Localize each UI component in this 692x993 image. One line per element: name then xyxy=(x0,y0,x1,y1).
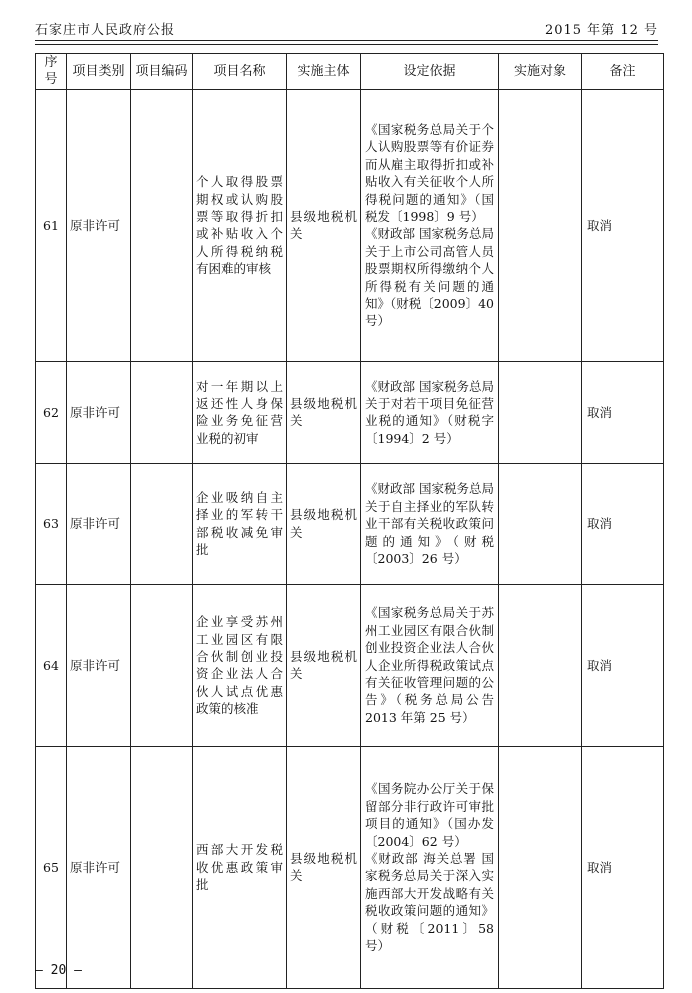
row-entity: 县级地税机关 xyxy=(287,89,361,361)
items-table xyxy=(35,53,664,989)
publication-title: 石家庄市人民政府公报 xyxy=(35,23,176,38)
basis-document: 《财政部 国家税务总局关于上市公司高管人员股票期权所得缴纳个人所得税有关问题的通知》（财税〔2009〕40 号） xyxy=(365,226,494,329)
row-basis xyxy=(361,463,499,584)
row-entity: 县级地税机关 xyxy=(287,746,361,988)
row-remark: 取消 xyxy=(582,463,664,584)
row-item-name: 个人取得股票期权或认购股票等取得折扣或补贴收入个人所得税纳税有困难的审核 xyxy=(193,89,287,361)
row-category: 原非许可 xyxy=(67,89,131,361)
row-basis xyxy=(361,89,499,361)
row-number: 65 xyxy=(36,746,67,988)
row-target xyxy=(499,89,582,361)
issue-number: 2015 年第 12 号 xyxy=(544,23,658,38)
table-row xyxy=(36,584,664,746)
row-remark: 取消 xyxy=(582,584,664,746)
col-header-no: 序号 xyxy=(36,54,67,90)
row-code xyxy=(131,361,193,463)
row-target xyxy=(499,361,582,463)
row-item-name: 企业吸纳自主择业的军转干部税收减免审批 xyxy=(193,463,287,584)
basis-document: 《国家税务总局关于个人认购股票等有价证券而从雇主取得折扣或补贴收入有关征收个人所得税问题的通知》（国税发〔1998〕9 号） xyxy=(365,121,494,224)
row-code xyxy=(131,463,193,584)
header-rule-thin xyxy=(35,44,658,45)
row-remark: 取消 xyxy=(582,361,664,463)
row-code xyxy=(131,746,193,988)
row-category: 原非许可 xyxy=(67,361,131,463)
row-basis xyxy=(361,584,499,746)
row-target xyxy=(499,584,582,746)
col-header-target: 实施对象 xyxy=(499,54,582,90)
row-number: 61 xyxy=(36,89,67,361)
col-header-remark: 备注 xyxy=(582,54,664,90)
basis-document: 《财政部 国家税务总局关于对若干项目免征营业税的通知》（财税字〔1994〕2 号） xyxy=(365,378,494,446)
row-category: 原非许可 xyxy=(67,746,131,988)
col-header-name: 项目名称 xyxy=(193,54,287,90)
row-entity: 县级地税机关 xyxy=(287,463,361,584)
row-category: 原非许可 xyxy=(67,463,131,584)
row-code xyxy=(131,89,193,361)
basis-document: 《财政部 海关总署 国家税务总局关于深入实施西部大开发战略有关税收政策问题的通知》（财税〔2011〕58 号） xyxy=(365,850,494,953)
row-item-name: 西部大开发税收优惠政策审批 xyxy=(193,746,287,988)
basis-document: 《国务院办公厅关于保留部分非行政许可审批项目的通知》（国办发〔2004〕62 号） xyxy=(365,781,494,849)
row-basis xyxy=(361,746,499,988)
col-header-code: 项目编码 xyxy=(131,54,193,90)
basis-document: 《财政部 国家税务总局关于自主择业的军队转业干部有关税收政策问题的通知》（财税〔2003〕26 号） xyxy=(365,481,494,566)
row-entity: 县级地税机关 xyxy=(287,584,361,746)
table-row xyxy=(36,89,664,361)
row-category: 原非许可 xyxy=(67,584,131,746)
table-row xyxy=(36,746,664,988)
col-header-category: 项目类别 xyxy=(67,54,131,90)
row-item-name: 企业享受苏州工业园区有限合伙制创业投资企业法人合伙人试点优惠政策的核准 xyxy=(193,584,287,746)
basis-document: 《国家税务总局关于苏州工业园区有限合伙制创业投资企业法人合伙人企业所得税政策试点有关征收管理问题的公告》（税务总局公告 2013 年第 25 号） xyxy=(365,605,494,725)
table-header-row xyxy=(36,54,664,90)
row-number: 62 xyxy=(36,361,67,463)
page-number: — 20 — xyxy=(35,963,82,978)
row-remark: 取消 xyxy=(582,89,664,361)
row-number: 64 xyxy=(36,584,67,746)
row-number: 63 xyxy=(36,463,67,584)
col-header-basis: 设定依据 xyxy=(361,54,499,90)
row-remark: 取消 xyxy=(582,746,664,988)
row-basis xyxy=(361,361,499,463)
running-header xyxy=(35,12,658,38)
header-rule xyxy=(35,40,658,41)
row-item-name: 对一年期以上返还性人身保险业务免征营业税的初审 xyxy=(193,361,287,463)
row-entity: 县级地税机关 xyxy=(287,361,361,463)
row-target xyxy=(499,463,582,584)
row-target xyxy=(499,746,582,988)
table-row xyxy=(36,361,664,463)
row-code xyxy=(131,584,193,746)
table-row xyxy=(36,463,664,584)
col-header-entity: 实施主体 xyxy=(287,54,361,90)
